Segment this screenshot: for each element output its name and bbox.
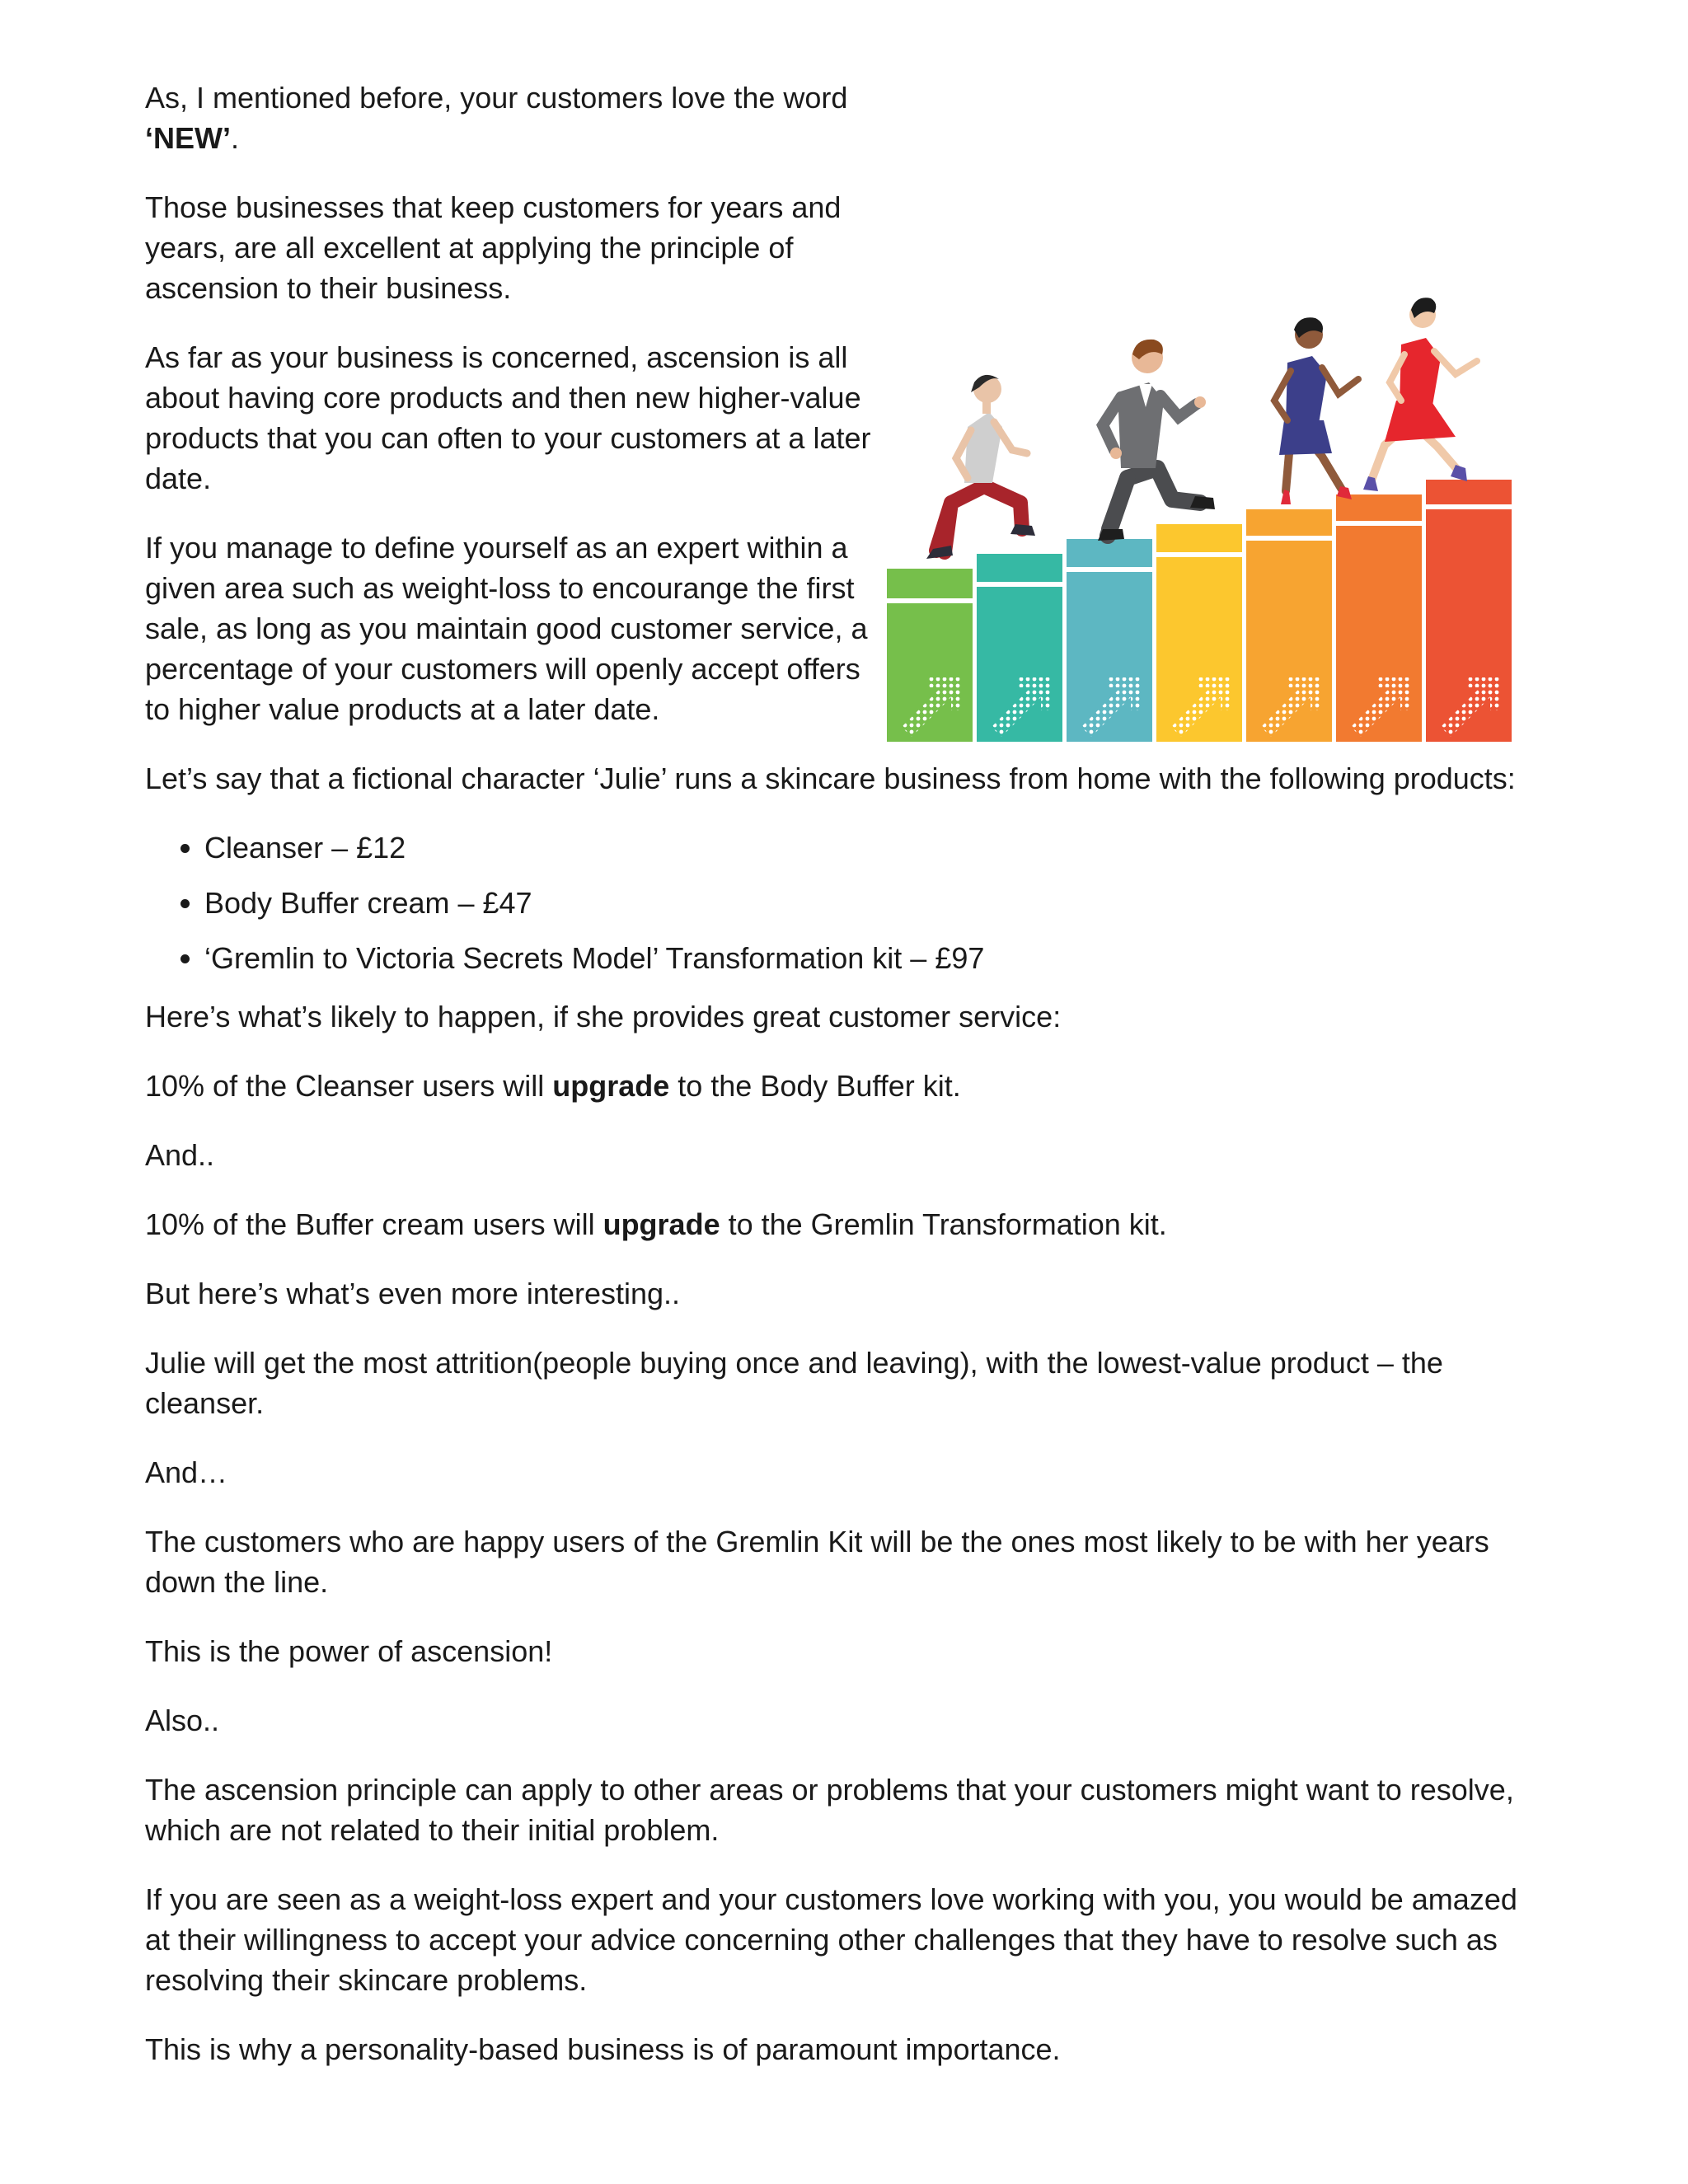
paragraph-likely: Here’s what’s likely to happen, if she provides great customer service:	[145, 1000, 1062, 1033]
list-item: • Body Buffer cream – £47	[204, 883, 1546, 923]
paragraph-and: And..	[145, 1138, 215, 1172]
paragraph-attrition: Julie will get the most attrition(people buying once and leaving), with the lowest-value product – the cleanser.	[145, 1346, 1443, 1420]
paragraph-julie-intro: Let’s say that a fictional character ‘Julie’ runs a skincare business from home with the following products:	[145, 762, 1516, 795]
paragraph-keep-customers: Those businesses that keep customers for years and years, are all excellent at applying the principle of ascension to their business.	[145, 190, 842, 305]
document-page	[145, 77, 1546, 2098]
list-item: • Cleanser – £12	[204, 827, 1546, 868]
bold-new: ‘NEW’	[145, 121, 231, 155]
paragraph-power: This is the power of ascension!	[145, 1634, 553, 1668]
paragraph-new-word: As, I mentioned before, your customers love the word ‘NEW’.	[145, 81, 848, 155]
runner-woman-red-icon	[1363, 298, 1477, 491]
runner-woman-navy-icon	[1274, 317, 1358, 504]
product-list	[145, 827, 1546, 978]
paragraph-weight-loss: If you are seen as a weight-loss expert and your customers love working with you, you would be amazed at their willingness to accept your advice concerning other challenges that they have to resolve such as resolving their skincare problems.	[145, 1882, 1517, 1997]
ascension-stairs-illustration	[887, 206, 1530, 750]
runner-woman-grey-icon	[926, 375, 1035, 559]
bold-upgrade: upgrade	[603, 1207, 720, 1241]
list-item: • ‘Gremlin to Victoria Secrets Model’ Transformation kit – £97	[204, 938, 1546, 978]
intro-text	[145, 77, 879, 729]
paragraph-expert: If you manage to define yourself as an expert within a given area such as weight-loss to encourange the first sale, as long as you maintain good customer service, a percentage of your customers will openly accept offers to higher value products at a later date.	[145, 531, 868, 726]
paragraph-interesting: But here’s what’s even more interesting..	[145, 1277, 681, 1310]
paragraph-upgrade-cleanser: 10% of the Cleanser users will upgrade to the Body Buffer kit.	[145, 1069, 961, 1103]
paragraph-and-ellipsis: And…	[145, 1455, 228, 1489]
bold-upgrade: upgrade	[552, 1069, 670, 1103]
paragraph-upgrade-buffer: 10% of the Buffer cream users will upgrade to the Gremlin Transformation kit.	[145, 1207, 1167, 1241]
paragraph-personality: This is why a personality-based business is of paramount importance.	[145, 2032, 1061, 2066]
paragraph-also: Also..	[145, 1704, 220, 1737]
paragraph-ascension-products: As far as your business is concerned, ascension is all about having core products and then new higher-value products that you can often to your customers at a later date.	[145, 340, 871, 495]
paragraph-happy-users: The customers who are happy users of the Gremlin Kit will be the ones most likely to be with her years down the line.	[145, 1525, 1489, 1599]
paragraph-other-areas: The ascension principle can apply to other areas or problems that your customers might want to resolve, which are not related to their initial problem.	[145, 1773, 1514, 1847]
runner-man-suit-icon	[1098, 340, 1215, 541]
intro-section	[145, 77, 1546, 729]
